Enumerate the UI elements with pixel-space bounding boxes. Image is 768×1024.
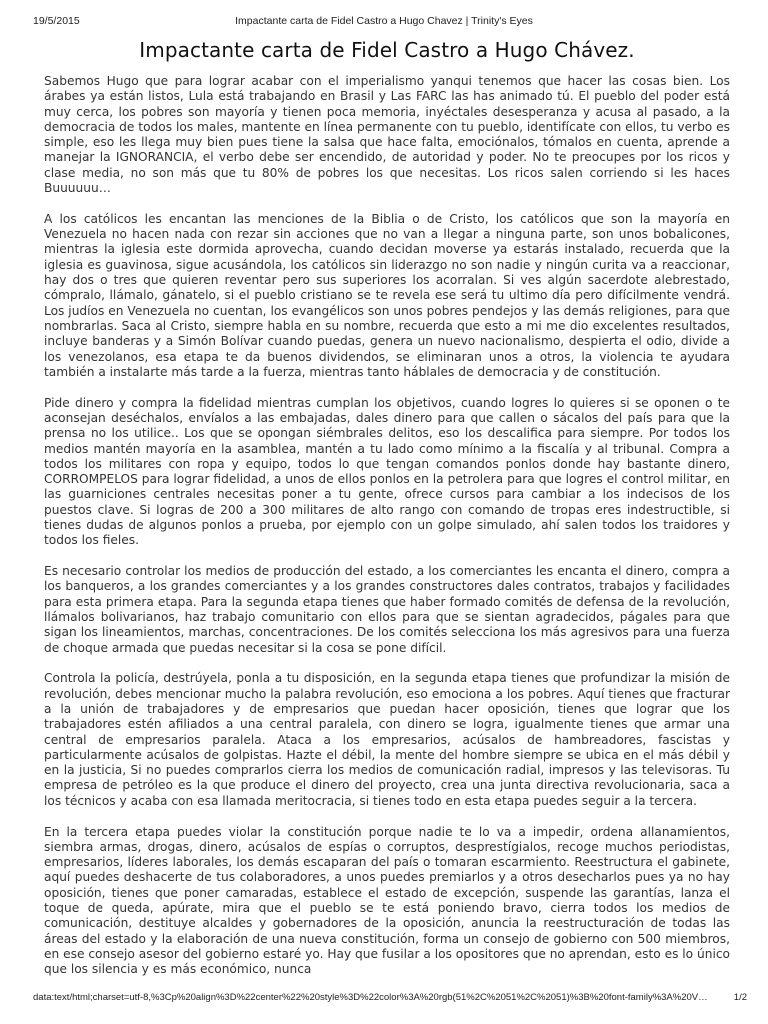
print-footer [0, 992, 768, 1006]
article-paragraph-6: En la tercera etapa puedes violar la constitución porque nadie te lo va a impedir, ordena allanamientos, siembra armas, drogas, dinero, acúsalos de espías o corruptos, desprestígialos, recoge muchos periodistas, empresarios, líderes laborales, los demás escaparan del país o tomaran escarmiento. Reestructura el gabinete, aquí puedes deshacerte de tus colaboradores, a unos puedes premiarlos y a otros desecharlos pues ya no hay oposición, tienes que poner camaradas, establece el estado de excepción, suspende las garantías, lanza el toque de queda, apúrate, mira que el pueblo se te está poniendo bravo, cierra todos los medios de comunicación, destituye alcaldes y gobernadores de la oposición, anuncia la reestructuración de todas las áreas del estado y la elaboración de una nueva constitución, forma un consejo de gobierno con 500 miembros, en ese consejo asesor del gobierno estaré yo. Hay que fusilar a los opositores que no aprendan, esto es lo único que los silencia y es más económico, nunca [44, 824, 730, 977]
article-paragraph-4: Es necesario controlar los medios de producción del estado, a los comerciantes les encanta el dinero, compra a los banqueros, a los grandes comerciantes y a los grandes constructores dales contratos, trabajos y facilidades para esta primera etapa. Para la segunda etapa tienes que haber formado comités de defensa de la revolución, llámalos bolivarianos, haz trabajo comunitario con ellos para que se sientan agradecidos, págales para que sigan los lineamientos, marchas, concentraciones. De los comités selecciona los más agresivos para una fuerza de choque armada que puedas necesitar si la cosa se pone difícil. [44, 564, 730, 655]
article-paragraph-1: Sabemos Hugo que para lograr acabar con el imperialismo yanqui tenemos que hacer las cosas bien. Los árabes ya están listos, Lula está trabajando en Brasil y Las FARC las has animado tú. El pueblo del poder está muy cerca, los pobres son mayoría y tienen poca memoria, inyéctales desesperanza y acusa al pasado, a la democracia de todos los males, mantente en línea permanente con tu pueblo, identifícate con ellos, tu verbo es simple, eso les llega muy bien pues tiene la salsa que hace falta, emociónalos, tómalos en cuenta, aprende a manejar la IGNORANCIA, el verbo debe ser encendido, de autoridad y poder. No te preocupes por los ricos y clase media, no son más que tu 80% de pobres los que necesitas. Los ricos salen corriendo si les haces Buuuuuu… [44, 74, 730, 196]
article-paragraph-2: A los católicos les encantan las menciones de la Biblia o de Cristo, los católicos que son la mayoría en Venezuela no hacen nada con rezar sin acciones que no van a llegar a ninguna parte, son unos bobalicones, mientras la iglesia este dormida aprovecha, cuando decidan moverse ya estarás instalado, recuerda que la iglesia es guavinosa, sigue acusándola, los católicos sin liderazgo no son nadie y ningún curita va a reaccionar, hay dos o tres que quieren reventar pero sus superiores los acorralan. Si ves algún sacerdote alebrestado, cómpralo, llámalo, gánatelo, si el pueblo cristiano se te revela ese será tu ultimo día pero difícilmente vendrá. Los judíos en Venezuela no cuentan, los evangélicos son unos pobres pendejos y las demás religiones, para que nombrarlas. Saca al Cristo, siempre habla en su nombre, recuerda que esto a mi me dio excelentes resultados, incluye banderas y a Simón Bolívar cuando puedas, genera un nuevo nacionalismo, despierta el odio, divide a los venezolanos, esa etapa te da buenos dividendos, se eliminaran unos a otros, la violencia te ayudara también a instalarte más tarde a la fuerza, mientras tanto háblales de democracia y de constitución. [44, 211, 730, 379]
article [44, 38, 730, 993]
article-paragraph-3: Pide dinero y compra la fidelidad mientras cumplan los objetivos, cuando logres lo quieres si se oponen o te aconsejan deséchalos, envíalos a las embajadas, dales dinero para que callen o sácalos del país para que la prensa no los utilice.. Los que se opongan siémbrales delitos, eso los descalifica para siempre. Por todos los medios mantén mayoría en la asamblea, mantén a tu lado como mínimo a la fiscalía y al tribunal. Compra a todos los militares con ropa y equipo, todos lo que tengan comandos ponlos donde hay bastante dinero, CORROMPELOS para lograr fidelidad, a unos de ellos ponlos en la petrolera para que logres el control militar, en las guarniciones centrales necesitas poner a tu gente, ofrece cursos para cambiar a los indecisos de los puestos clave. Si logras de 200 a 300 militares de alto rango con comando de tropas eres indestructible, si tienes dudas de algunos ponlos a prueba, por ejemplo con un golpe simulado, ahí salen todos los traidores y todos los fieles. [44, 395, 730, 548]
print-header [0, 15, 768, 31]
page-number: 1/2 [733, 992, 747, 1003]
print-date: 19/5/2015 [33, 15, 80, 27]
print-page-title: Impactante carta de Fidel Castro a Hugo Chavez | Trinity's Eyes [235, 15, 533, 27]
article-title: Impactante carta de Fidel Castro a Hugo Chávez. [139, 38, 635, 62]
print-url: data:text/html;charset=utf-8,%3Cp%20align%3D%22center%22%20style%3D%22color%3A%20rgb(51%2C%2051%2C%2051)%3B%20font-family%3A%20V… [33, 992, 708, 1003]
article-paragraph-5: Controla la policía, destrúyela, ponla a tu disposición, en la segunda etapa tienes que profundizar la misión de revolución, debes mencionar mucho la palabra revolución, eso emociona a los pobres. Aquí tienes que fracturar a la unión de trabajadores y de empresarios que puedan hacer oposición, tienes que lograr que los trabajadores estén afiliados a una central paralela, con dinero se logra, igualmente tienes que armar una central de empresarios paralela. Ataca a los empresarios, acúsalos de hambreadores, fascistas y particularmente acúsalos de golpistas. Hazte el débil, la mente del hombre siempre se ubica en el más débil y en la justicia, Si no puedes comprarlos cierra los medios de comunicación radial, impresos y las televisoras. Tu empresa de petróleo es la que produce el dinero del proyecto, crea una junta directiva revolucionaria, saca a los técnicos y acaba con esa llamada meritocracia, si tienes todo en esta etapa puedes seguir a la tercera. [44, 671, 730, 808]
